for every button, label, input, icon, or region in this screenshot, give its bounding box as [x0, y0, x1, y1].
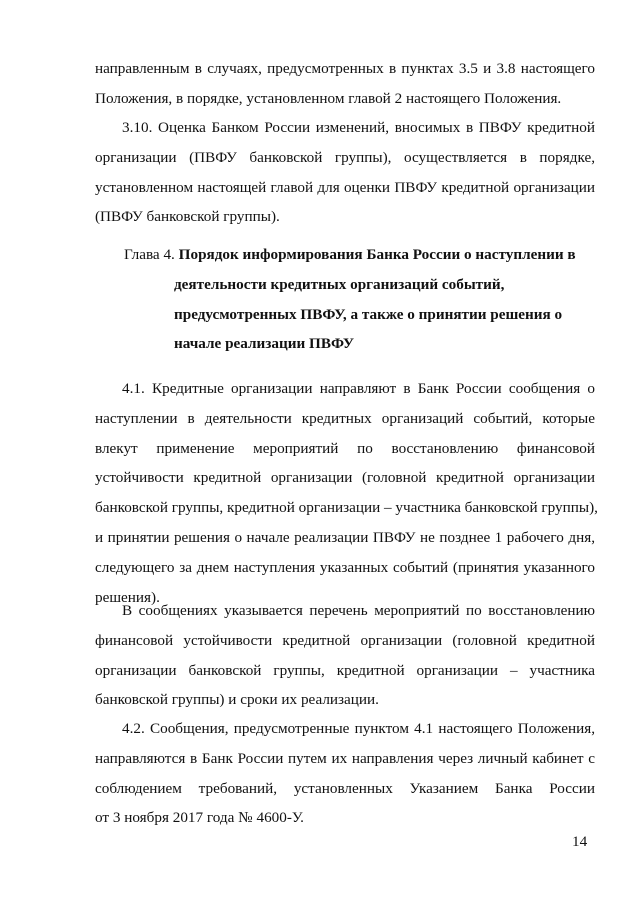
text-line: направленным в случаях, предусмотренных в пунктах 3.5 и 3.8 настоящего	[95, 60, 595, 77]
chapter-title-line: предусмотренных ПВФУ, а также о принятии решения о	[174, 305, 563, 323]
chapter-title-line: Порядок информирования Банка России о наступлении в	[178, 246, 576, 263]
text-line: финансовой устойчивости кредитной организации (головной кредитной	[95, 631, 595, 649]
text-line: следующего за днем наступления указанных событий (принятия указанного	[95, 558, 595, 576]
chapter-heading-line	[124, 240, 604, 270]
paragraph-measures	[95, 596, 595, 715]
text-line: банковской группы) и сроки их реализации.	[95, 691, 379, 709]
text-line: влекут применение мероприятий по восстановлению финансовой	[95, 439, 595, 457]
paragraph-3-10	[95, 113, 595, 232]
chapter-title-line: начале реализации ПВФУ	[174, 335, 354, 353]
chapter-heading	[124, 240, 604, 359]
page-number: 14	[572, 833, 588, 850]
text-line: 4.1. Кредитные организации направляют в Банк России сообщения о	[122, 380, 595, 397]
text-line: от 3 ноября 2017 года № 4600-У.	[95, 809, 304, 827]
text-line: 3.10. Оценка Банком России изменений, вносимых в ПВФУ кредитной	[122, 119, 595, 136]
text-line: организации (ПВФУ банковской группы), осуществляется в порядке,	[95, 148, 595, 166]
text-line: банковской группы, кредитной организации – участника банковской группы),	[95, 499, 598, 517]
text-line: направляются в Банк России путем их направления через личный кабинет с	[95, 749, 595, 767]
text-line: 4.2. Сообщения, предусмотренные пунктом 4.1 настоящего Положения,	[122, 720, 595, 737]
text-line: Положения, в порядке, установленном главой 2 настоящего Положения.	[95, 89, 562, 107]
chapter-number: Глава 4.	[124, 246, 175, 263]
text-line: В сообщениях указывается перечень мероприятий по восстановлению	[122, 602, 595, 619]
text-line: установленном настоящей главой для оценки ПВФУ кредитной организации	[95, 178, 595, 196]
text-line: наступлении в деятельности кредитных организаций событий, которые	[95, 409, 595, 427]
paragraph-4-1	[95, 374, 598, 612]
text-line: решения).	[95, 588, 160, 606]
chapter-title-line: деятельности кредитных организаций событий,	[174, 275, 505, 293]
text-line: (ПВФУ банковской группы).	[95, 208, 280, 226]
paragraph-continuation	[95, 54, 595, 114]
text-line: соблюдением требований, установленных Указанием Банка России	[95, 779, 595, 797]
text-line: организации банковской группы, кредитной организации – участника	[95, 661, 595, 679]
paragraph-4-2	[95, 714, 595, 833]
text-line: и принятии решения о начале реализации ПВФУ не позднее 1 рабочего дня,	[95, 528, 595, 546]
text-line: устойчивости кредитной организации (головной кредитной организации	[95, 469, 595, 487]
